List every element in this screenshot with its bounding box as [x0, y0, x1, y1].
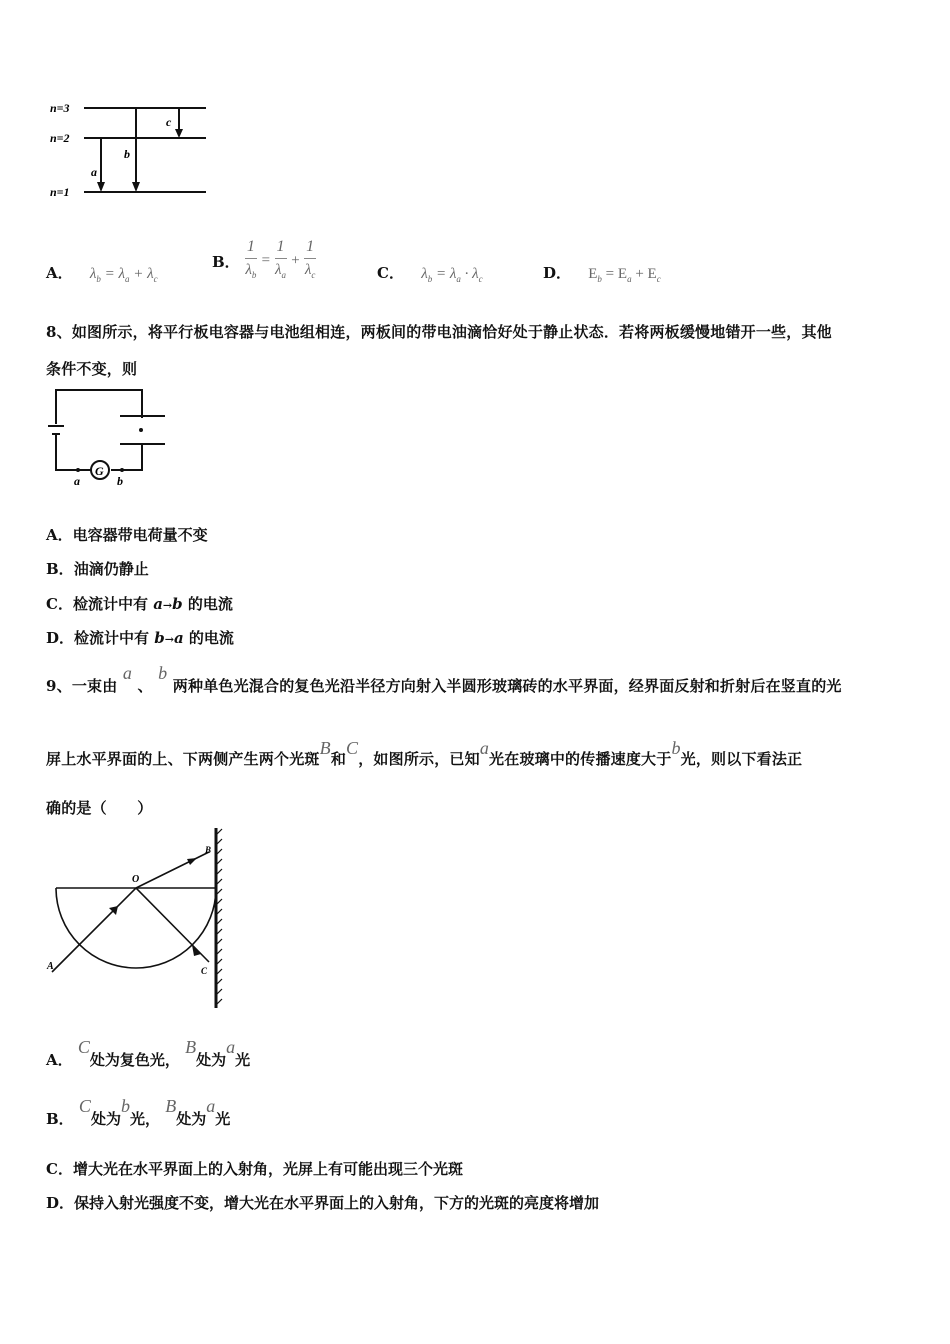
stem-text: 9、一束由 [46, 677, 118, 695]
lambda: λ [245, 262, 252, 278]
option-text: 电容器带电荷量不变 [72, 526, 208, 544]
lambda: λ [89, 266, 97, 282]
arrow-b-head [132, 182, 140, 192]
op: + [635, 266, 644, 282]
q8-stem-line2: 条件不变，则 [46, 360, 138, 378]
q9-option-b[interactable] [46, 1093, 230, 1144]
option-text: 处为 [196, 1051, 227, 1069]
transition-b-label: b [124, 147, 130, 161]
sub: c [478, 274, 483, 284]
stem-text: 两种单色光混合的复色光沿半径方向射入半圆形玻璃砖的水平界面，经界面反射和折射后在竖直的光 [172, 677, 842, 695]
numerator: 1 [275, 236, 287, 259]
arrow: → [164, 633, 174, 646]
option-text: 处为 [90, 1110, 121, 1128]
stem-text: 屏上水平界面的上、下两侧产生两个光斑 [46, 750, 320, 768]
var-B: B [165, 1096, 177, 1116]
sub: c [153, 274, 158, 284]
stem-text: 和 [330, 750, 347, 768]
numerator: 1 [245, 236, 257, 259]
var-B: B [319, 738, 331, 758]
galvanometer-label: G [95, 464, 104, 478]
sub: a [456, 274, 461, 284]
node-a-label: a [74, 474, 80, 488]
option-label: D． [46, 1194, 75, 1212]
q9-option-a[interactable] [46, 1034, 250, 1085]
refracted-ray-arrow [187, 858, 197, 865]
level-n1-label: n=1 [50, 185, 70, 199]
arrow: → [162, 599, 173, 612]
op: + [133, 266, 144, 282]
stem-text: ，如图所示，已知 [358, 750, 480, 768]
var: b [154, 629, 165, 647]
var-a: a [122, 663, 133, 683]
q9-stem-line3: 确的是（ ） [46, 799, 153, 817]
var-b: b [158, 663, 168, 683]
var-C: C [78, 1096, 91, 1116]
capacitor-circuit-diagram [40, 384, 175, 490]
q8-option-d[interactable] [46, 627, 234, 648]
stem-text: 、 [137, 677, 153, 695]
transition-a-label: a [91, 165, 97, 179]
level-n3-label: n=3 [50, 101, 70, 115]
var: a [153, 595, 163, 613]
eq: = [435, 266, 447, 282]
op: + [290, 252, 301, 269]
sub: c [311, 270, 316, 280]
stem-text: 光在玻璃中的传播速度大于 [489, 750, 672, 768]
option-text: 保持入射光强度不变，增大光在水平界面上的入射角，下方的光斑的亮度将增加 [74, 1194, 600, 1212]
oil-droplet [139, 428, 143, 432]
arrow-c-head [175, 129, 183, 138]
q7-option-b[interactable] [212, 236, 316, 286]
stem-text: 光，则以下看法正 [680, 750, 803, 768]
option-text: 光， [129, 1110, 160, 1128]
option-label: C． [46, 595, 73, 613]
var: b [172, 595, 183, 613]
sub: b [597, 274, 602, 284]
var-b: b [120, 1096, 130, 1116]
lambda: λ [275, 262, 282, 278]
lambda: λ [118, 266, 125, 282]
q8-option-a[interactable] [46, 524, 208, 545]
q8-option-b[interactable] [46, 558, 149, 579]
q9-option-c[interactable] [46, 1158, 463, 1179]
point-C-label: C [201, 966, 208, 976]
reflected-ray-arrow [192, 945, 201, 956]
sub: b [96, 274, 101, 284]
option-text: 检流计中有 [72, 595, 154, 613]
numerator: 1 [304, 236, 316, 259]
lambda: λ [421, 266, 428, 282]
option-label: A． [46, 526, 73, 544]
sub: b [251, 270, 257, 280]
arrow-a-head [97, 182, 105, 192]
q9-stem-line2 [46, 733, 802, 784]
option-text: 处为复色光， [89, 1051, 180, 1069]
eq: = [605, 266, 615, 282]
lambda: λ [304, 262, 312, 278]
option-label: A． [46, 264, 73, 282]
var: a [173, 629, 184, 647]
point-O-label: O [132, 874, 140, 885]
option-text: 光 [235, 1051, 251, 1069]
energy: E [617, 266, 628, 282]
eq: = [260, 252, 271, 269]
option-label: B． [212, 252, 240, 271]
q8-stem-line1: 8、如图所示，将平行板电容器与电池组相连，两板间的带电油滴恰好处于静止状态．若将两板缓慢地错开一些，其他 [46, 323, 832, 341]
sub: b [427, 274, 433, 284]
option-label: B． [46, 560, 74, 578]
option-text: 光 [215, 1110, 231, 1128]
node-b [120, 468, 124, 472]
point-A-label: A [47, 961, 54, 972]
var-B: B [185, 1037, 197, 1057]
frac-c [304, 236, 316, 286]
option-label: A． [46, 1051, 73, 1069]
lambda: λ [472, 266, 479, 282]
sub: a [627, 274, 632, 284]
node-a [76, 468, 80, 472]
frac-b [245, 236, 257, 286]
eq: = [104, 266, 115, 282]
var-C: C [346, 738, 359, 758]
option-text: 处为 [176, 1110, 207, 1128]
var-b: b [671, 738, 681, 758]
var-C: C [77, 1037, 90, 1057]
energy: E [647, 266, 657, 282]
option-text: 增大光在水平界面上的入射角，光屏上有可能出现三个光斑 [72, 1160, 463, 1178]
node-b-label: b [117, 474, 123, 488]
option-label: D． [46, 629, 75, 647]
option-text: 油滴仍静止 [73, 560, 149, 578]
var-a: a [226, 1037, 236, 1057]
op: · [464, 266, 469, 282]
option-label: D． [543, 264, 572, 282]
q8-option-c[interactable] [46, 593, 233, 614]
option-label: C． [377, 264, 404, 282]
q9-stem-line1 [46, 660, 842, 711]
sub: c [656, 274, 661, 284]
transition-c-label: c [166, 115, 172, 129]
lambda: λ [147, 266, 154, 282]
energy: E [588, 266, 598, 282]
option-label: C． [46, 1160, 73, 1178]
point-B-label: B [205, 845, 212, 855]
option-label: B． [46, 1110, 74, 1128]
sub: a [125, 274, 130, 284]
var-a: a [479, 738, 490, 758]
option-text: 的电流 [183, 629, 234, 647]
sub: a [281, 270, 287, 280]
lambda: λ [449, 266, 457, 282]
frac-a [275, 236, 287, 286]
q7-option-a[interactable] [46, 262, 158, 284]
semicircle-glass-diagram [44, 824, 228, 1010]
option-text: 的电流 [182, 595, 233, 613]
level-n2-label: n=2 [50, 131, 70, 145]
var-a: a [206, 1096, 216, 1116]
q9-option-d[interactable] [46, 1192, 599, 1213]
q7-option-c[interactable] [377, 262, 483, 284]
energy-level-diagram [44, 96, 214, 206]
q7-option-d[interactable] [543, 262, 661, 284]
option-text: 检流计中有 [74, 629, 155, 647]
